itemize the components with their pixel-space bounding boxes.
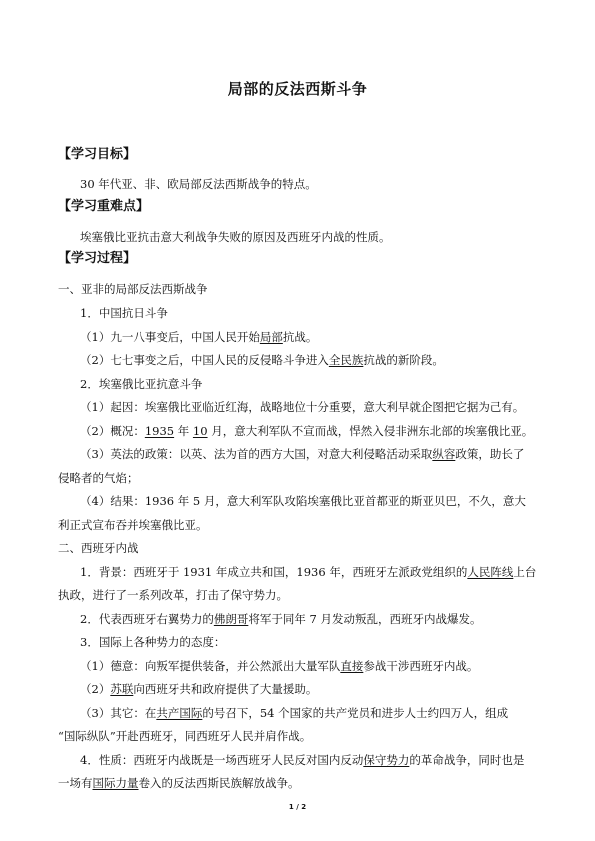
text: 抗战的新阶段。	[363, 353, 444, 367]
text: 参战干涉西班牙内战。	[363, 659, 479, 673]
text: 4．性质：西班牙内战既是一场西班牙人民反对国内反动	[80, 753, 364, 767]
text: 的革命战争，同时也是	[409, 753, 525, 767]
text: （2）	[80, 682, 111, 696]
underlined-term: 人民阵线	[467, 565, 514, 579]
underlined-term: 苏联	[110, 682, 134, 696]
part1-s2-d: （4）结果：1936 年 5 月，意大利军队攻陷埃塞俄比亚首都亚的斯亚贝巴，不久，意大	[80, 494, 526, 508]
part2-p3-c	[80, 706, 508, 720]
text: 抗战。	[282, 330, 318, 344]
text: 月，意大利军队不宣而战，悍然入侵非洲东北部的埃塞俄比亚。	[207, 424, 534, 438]
key-text: 埃塞俄比亚抗击意大利战争失败的原因及西班牙内战的性质。	[80, 230, 391, 244]
underlined-term: 1935	[144, 424, 175, 438]
text: 上台	[513, 565, 537, 579]
part1-s2-a: （1）起因：埃塞俄比亚临近红海，战略地位十分重要，意大利早就企图把它据为己有。	[80, 400, 525, 414]
text: 年	[174, 424, 193, 438]
text: 的号召下，54 个国家的共产党员和进步人士约四万人，组成	[202, 706, 509, 720]
text: （1）九一八事变后，中国人民开始	[80, 330, 260, 344]
part1-s2: 2．埃塞俄比亚抗意斗争	[80, 377, 203, 391]
text: （1）德意：向叛军提供装备，并公然派出大量军队	[80, 659, 341, 673]
part2-p3-b	[80, 682, 317, 696]
text: 2．代表西班牙右翼势力的	[80, 612, 214, 626]
text: （3）英法的政策：以英、法为首的西方大国，对意大利侵略活动采取	[80, 447, 433, 461]
part2-p1-cont: 执政，进行了一系列改革，打击了保守势力。	[58, 588, 288, 602]
goal-header: 【学习目标】	[58, 147, 137, 162]
part1-s1: 1．中国抗日斗争	[80, 306, 168, 320]
text: （2）七七事变之后，中国人民的反侵略斗争进入	[80, 353, 329, 367]
page-title: 局部的反法西斯斗争	[227, 80, 368, 98]
text: （3）其它：在	[80, 706, 157, 720]
part2-p3-c-cont: “国际纵队”开赴西班牙，同西班牙人民并肩作战。	[58, 729, 312, 743]
part1-s1-a	[80, 330, 317, 344]
text: 1．背景：西班牙于 1931 年成立共和国，1936 年，西班牙左派政党组织的	[80, 565, 468, 579]
part2-p4-cont	[58, 776, 300, 790]
part1-s1-b	[80, 353, 444, 367]
text: 向西班牙共和政府提供了大量援助。	[133, 682, 318, 696]
text: 一场有	[58, 776, 93, 790]
process-header: 【学习过程】	[58, 251, 137, 266]
part2-p3: 3．国际上各种势力的态度：	[80, 635, 226, 649]
underlined-term: 10	[192, 424, 208, 438]
part1-s2-d-cont: 利正式宣布吞并埃塞俄比亚。	[58, 518, 208, 532]
goal-text: 30 年代亚、非、欧局部反法西斯战争的特点。	[80, 177, 317, 191]
underlined-term: 共产国际	[156, 706, 203, 720]
underlined-term: 佛朗哥	[213, 612, 249, 626]
part1-s2-b	[80, 424, 533, 438]
underlined-term: 纵容	[432, 447, 456, 461]
underlined-term: 国际力量	[92, 776, 139, 790]
part1-heading: 一、亚非的局部反法西斯战争	[58, 282, 208, 296]
underlined-term: 保守势力	[363, 753, 410, 767]
part2-p4	[80, 753, 524, 767]
part2-p1	[80, 565, 536, 579]
text: 将军于同年 7 月发动叛乱，西班牙内战爆发。	[248, 612, 482, 626]
text: 卷入的反法西斯民族解放战争。	[138, 776, 300, 790]
text: （2）概况：	[80, 424, 145, 438]
underlined-term: 全民族	[328, 353, 364, 367]
text: 政策，助长了	[455, 447, 525, 461]
part2-heading: 二、西班牙内战	[58, 541, 139, 555]
part2-p2	[80, 612, 481, 626]
key-header: 【学习重难点】	[58, 199, 150, 214]
part2-p3-a	[80, 659, 478, 673]
part1-s2-c	[80, 447, 524, 461]
underlined-term: 直接	[340, 659, 364, 673]
part1-s2-c-cont: 侵略者的气焰；	[58, 471, 139, 485]
underlined-term: 局部	[259, 330, 283, 344]
page-number: 1 / 2	[288, 803, 307, 811]
